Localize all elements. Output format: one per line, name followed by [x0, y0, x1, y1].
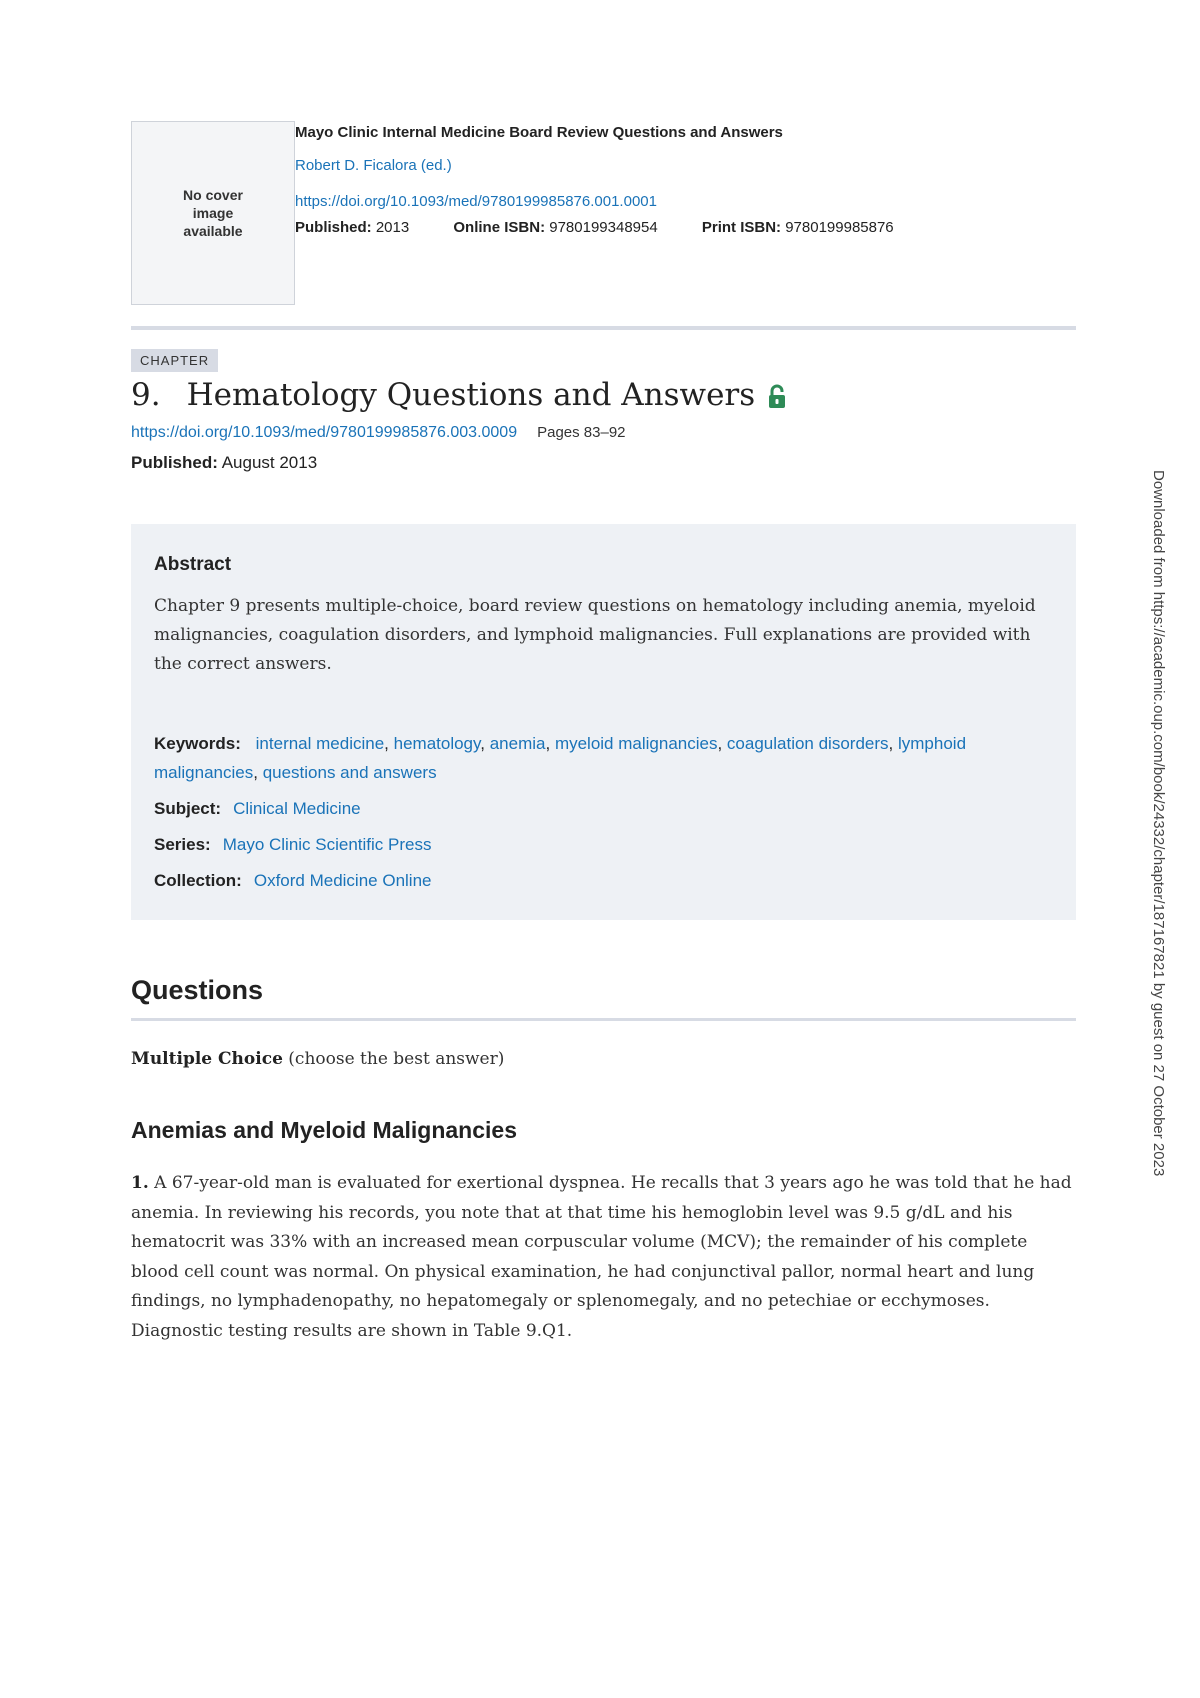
- section-subheading: Anemias and Myeloid Malignancies: [131, 1117, 517, 1143]
- chapter-title-text: Hematology Questions and Answers: [186, 377, 756, 413]
- chapter-pages: Pages 83–92: [537, 424, 626, 441]
- chapter-published-label: Published:: [131, 453, 218, 472]
- multiple-choice-instruction: (choose the best answer): [282, 1049, 505, 1069]
- chapter-number: 9.: [131, 377, 161, 413]
- book-doi-link[interactable]: https://doi.org/10.1093/med/9780199985876.001.0001: [295, 193, 657, 210]
- collection-row: [154, 871, 431, 891]
- chapter-doi-link[interactable]: https://doi.org/10.1093/med/9780199985876.003.0009: [131, 424, 518, 441]
- chapter-doi-line: [131, 424, 626, 442]
- book-cover-placeholder: [131, 121, 295, 305]
- keywords-block: Keywords: internal medicine, hematology, anemia, myeloid malignancies, coagulation disorders, lymphoid malignancies, questions and answers: [154, 734, 967, 782]
- collection-link[interactable]: Oxford Medicine Online: [253, 871, 432, 890]
- chapter-published: [131, 453, 317, 473]
- keyword-link[interactable]: questions and answers: [262, 763, 437, 782]
- online-isbn-value: 9780199348954: [549, 219, 658, 236]
- collection-label: Collection:: [154, 871, 242, 890]
- questions-divider: [131, 1018, 1076, 1021]
- question-1: [131, 1169, 1076, 1346]
- keyword-link[interactable]: anemia: [489, 734, 546, 753]
- book-published-label: Published:: [295, 219, 372, 236]
- question-1-number: 1.: [131, 1173, 149, 1193]
- subject-label: Subject:: [154, 799, 222, 818]
- questions-heading: Questions: [131, 975, 264, 1005]
- keyword-link[interactable]: hematology: [393, 734, 481, 753]
- multiple-choice-label: Multiple Choice: [131, 1049, 283, 1069]
- keyword-link[interactable]: coagulation disorders: [726, 734, 889, 753]
- keyword-link[interactable]: internal medicine: [255, 734, 385, 753]
- question-1-text: A 67-year-old man is evaluated for exertional dyspnea. He recalls that 3 years ago he was told that he had anemia. In reviewing his records, you note that at that time his hemoglobin level was 9.5 g/dL and his hematocrit was 33% with an increased mean corpuscular volume (MCV); the remainder of his complete blood cell count was normal. On physical examination, he had conjunctival pallor, normal heart and lung findings, no lymphadenopathy, no hepatomegaly or splenomegaly, and no petechiae or ecchymoses. Diagnostic testing results are shown in Table 9.Q1.: [131, 1173, 1072, 1341]
- subject-link[interactable]: Clinical Medicine: [233, 799, 361, 818]
- series-link[interactable]: Mayo Clinic Scientific Press: [222, 835, 432, 854]
- abstract-box: [131, 524, 1076, 920]
- open-lock-icon: [767, 382, 787, 408]
- print-isbn-value: 9780199985876: [785, 219, 894, 236]
- multiple-choice-note: [131, 1049, 504, 1069]
- series-label: Series:: [154, 835, 211, 854]
- book-title[interactable]: Mayo Clinic Internal Medicine Board Review Questions and Answers: [295, 124, 783, 141]
- cover-text: No cover image available: [183, 187, 243, 239]
- abstract-heading: Abstract: [154, 554, 232, 575]
- abstract-text: Chapter 9 presents multiple-choice, board review questions on hematology including anemia, myeloid malignancies, coagulation disorders, and lymphoid malignancies. Full explanations are provided with the correct answers.: [154, 596, 1036, 674]
- book-info: [295, 124, 934, 239]
- book-meta: [295, 219, 934, 239]
- subject-row: [154, 799, 361, 819]
- download-watermark: Downloaded from https://academic.oup.com/book/24332/chapter/187167821 by guest on 27 October 2023: [1150, 470, 1167, 1177]
- keywords-label: Keywords:: [154, 734, 241, 753]
- keyword-link[interactable]: myeloid malignancies: [554, 734, 718, 753]
- book-editor-link[interactable]: Robert D. Ficalora (ed.): [295, 157, 452, 174]
- divider: [131, 326, 1076, 330]
- keyword-link[interactable]: lymphoid malignancies: [154, 734, 967, 782]
- book-published-value: 2013: [375, 219, 410, 236]
- online-isbn-label: Online ISBN:: [453, 219, 546, 236]
- chapter-published-value: August 2013: [221, 453, 318, 472]
- series-row: [154, 835, 431, 855]
- chapter-badge: CHAPTER: [131, 349, 218, 372]
- print-isbn-label: Print ISBN:: [701, 219, 782, 236]
- chapter-title: [131, 377, 787, 413]
